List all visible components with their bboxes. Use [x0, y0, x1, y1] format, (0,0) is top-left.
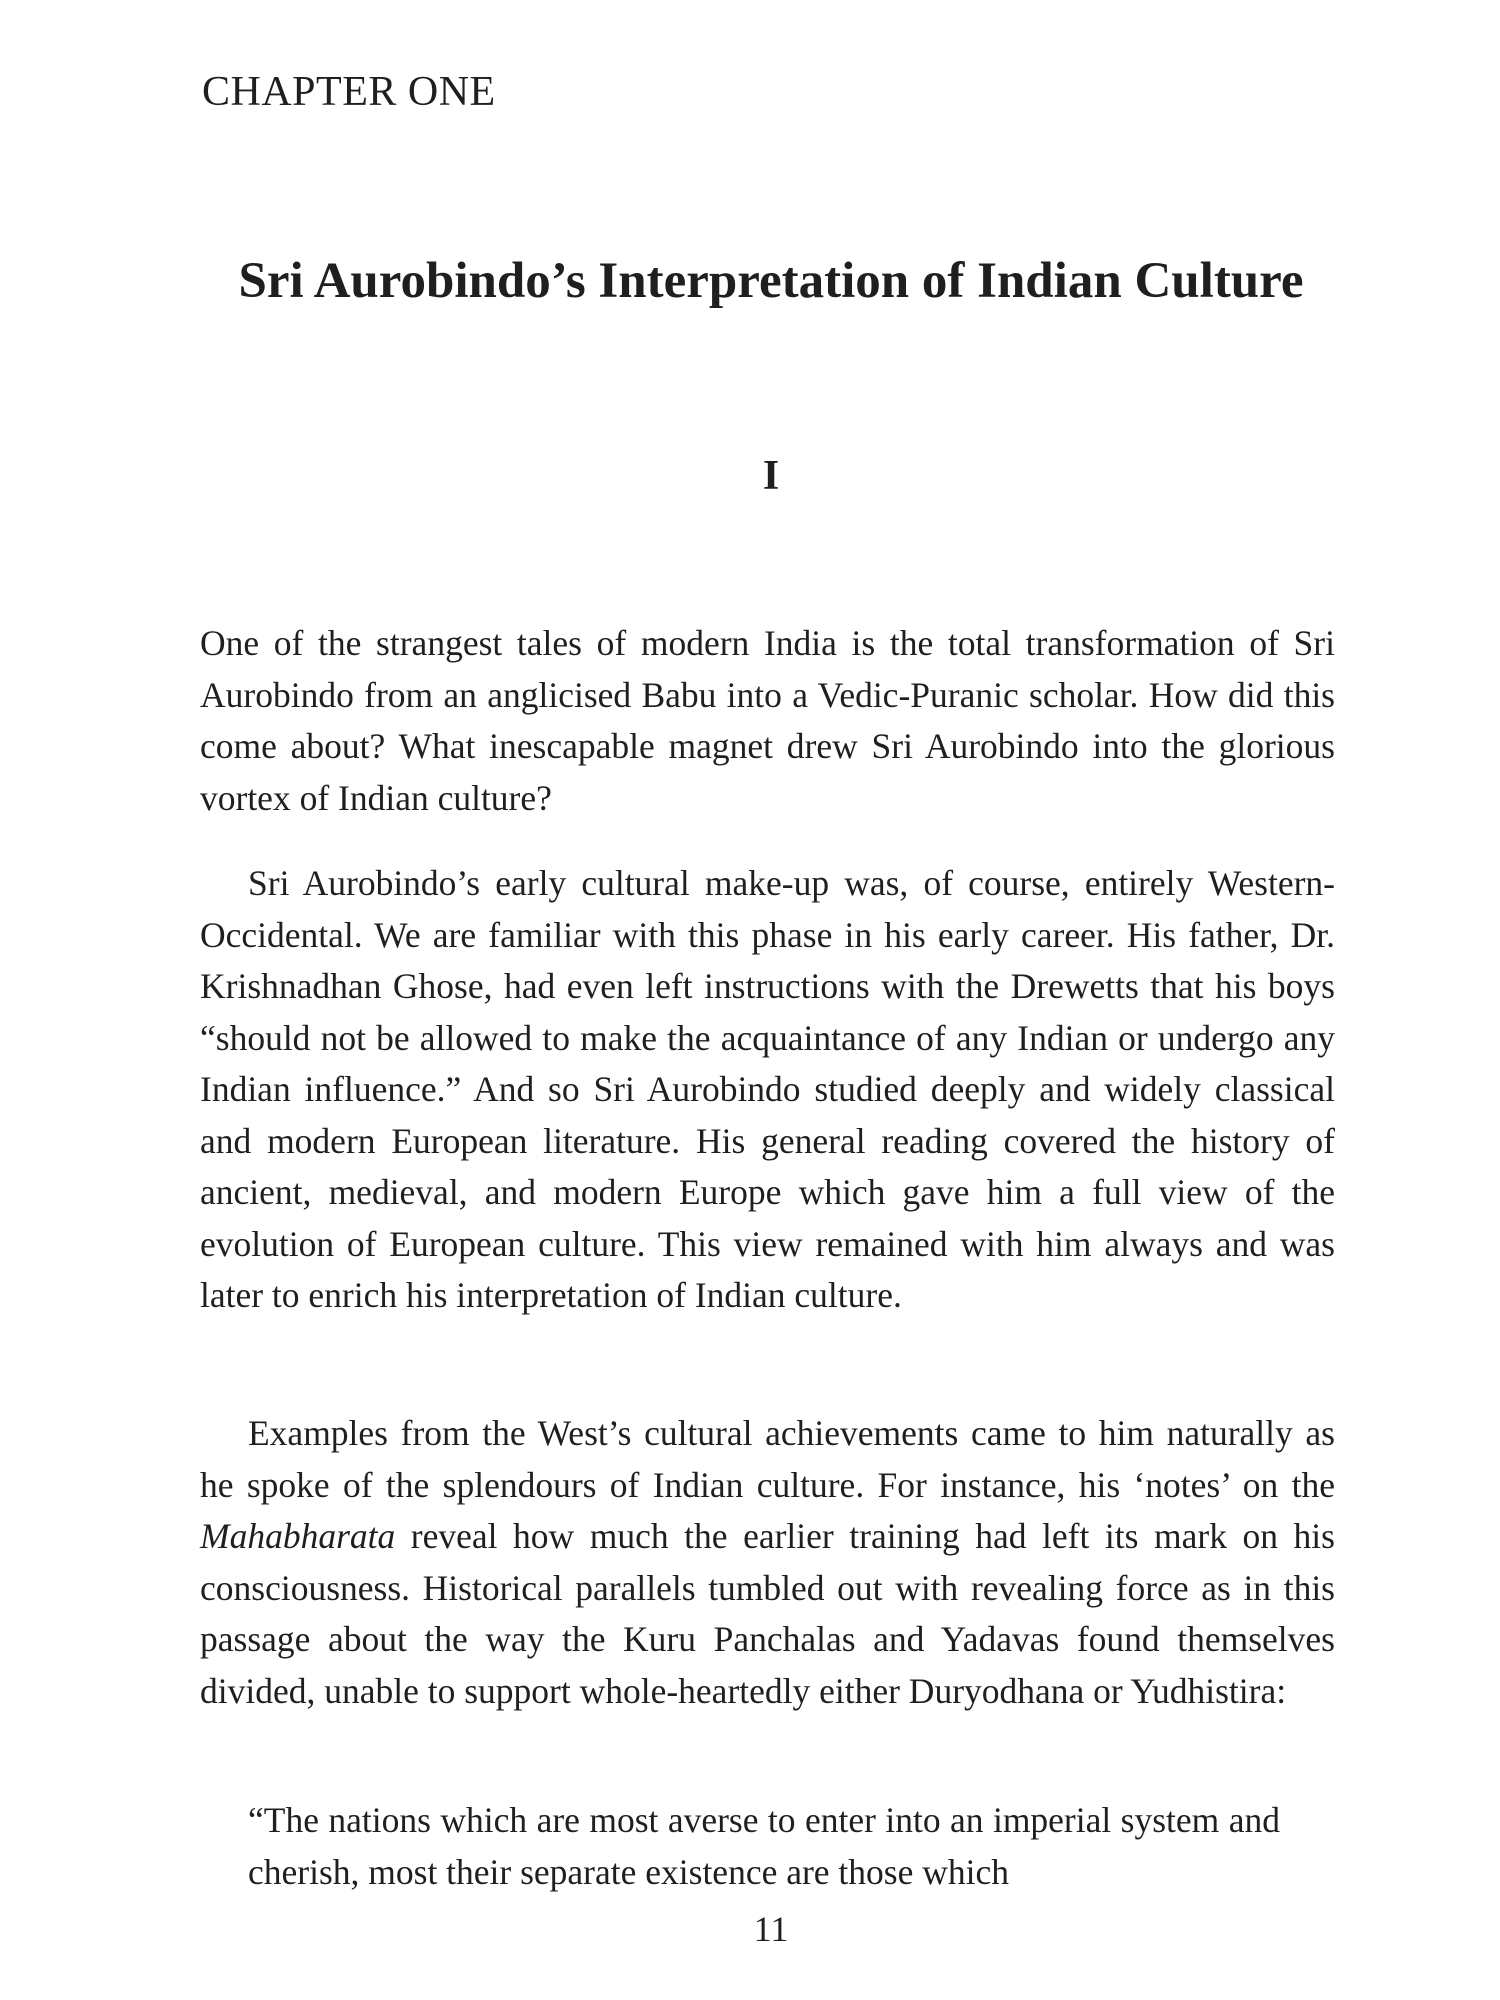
section-numeral: I: [762, 453, 780, 499]
paragraph-3-text-after: reveal how much the earlier training had left its mark on his consciousness. Historical parallels tumbled out with revealing force as in this passage about the way the Kuru Panchalas and Yadavas found themselves divided, unable to support whole-heartedly either Duryodhana or Yudhistira:: [200, 1516, 1335, 1711]
chapter-label: CHAPTER ONE: [202, 69, 496, 115]
paragraph-3-italic-title: Mahabharata: [200, 1516, 396, 1556]
chapter-title: Sri Aurobindo’s Interpretation of Indian Culture: [238, 253, 1304, 309]
paragraph-2: Sri Aurobindo’s early cultural make-up was, of course, entirely Western-Occidental. We are familiar with this phase in his early career. His father, Dr. Krishnadhan Ghose, had even left instructions with the Drewetts that his boys “should not be allowed to make the acquaintance of any Indian or undergo any Indian influence.” And so Sri Aurobindo studied deeply and widely classical and modern European literature. His general reading covered the history of ancient, medieval, and modern Europe which gave him a full view of the evolution of European culture. This view remained with him always and was later to enrich his interpretation of Indian culture.: [200, 863, 1335, 1315]
page-number: 11: [753, 1909, 789, 1949]
block-quote: “The nations which are most averse to enter into an imperial system and cherish, most their separate existence are those which: [248, 1800, 1280, 1892]
paragraph-1: One of the strangest tales of modern India is the total transformation of Sri Aurobindo from an anglicised Babu into a Vedic-Puranic scholar. How did this come about? What inescapable magnet drew Sri Aurobindo into the glorious vortex of Indian culture?: [200, 623, 1335, 818]
paragraph-3: [200, 1408, 1335, 1717]
paragraph-3-text-before: Examples from the West’s cultural achievements came to him naturally as he spoke of the splendours of Indian culture. For instance, his ‘notes’ on the: [200, 1413, 1335, 1505]
